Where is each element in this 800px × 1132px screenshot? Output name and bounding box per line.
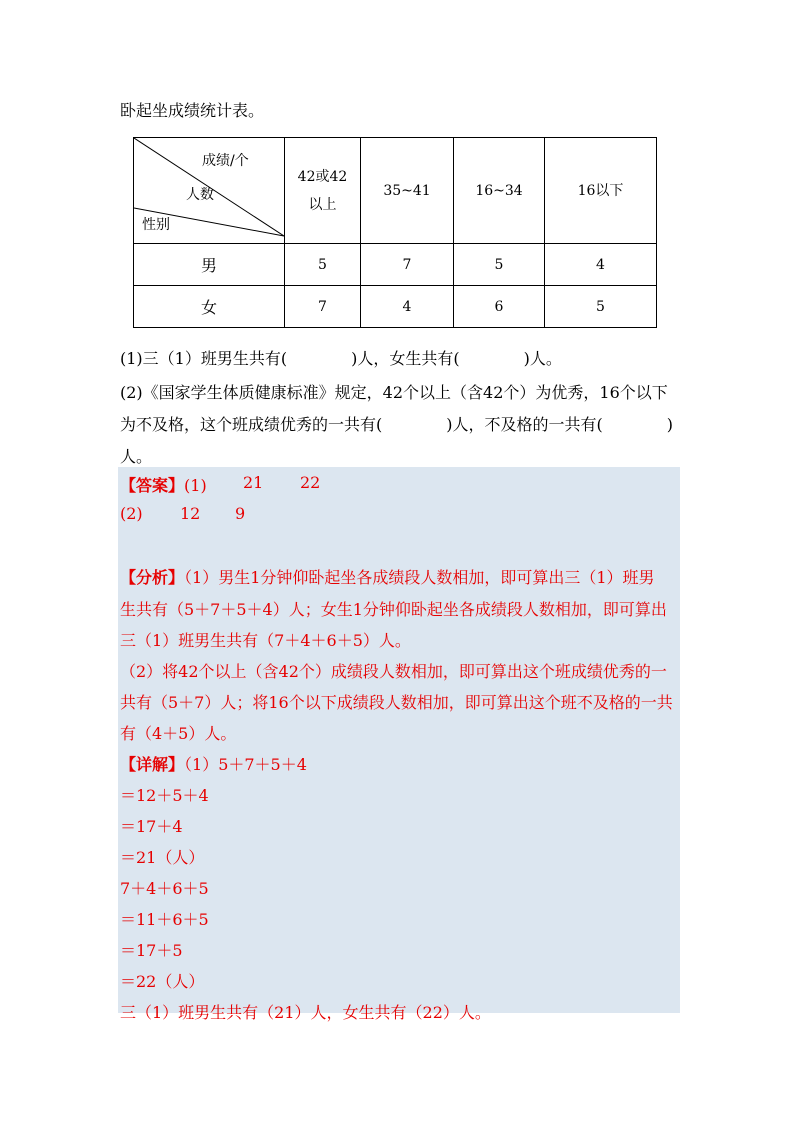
column-header: 35~41 — [361, 138, 454, 244]
column-header: 42或42 以上 — [285, 138, 361, 244]
answer-line-1: 【答案】(1) 21 22 — [120, 473, 321, 495]
detail-line: 7＋4＋6＋5 — [120, 879, 209, 898]
question-1: (1)三（1）班男生共有( )人，女生共有( )人。 — [120, 349, 562, 368]
diag-label-gender: 性别 — [142, 217, 170, 233]
table-cell: 5 — [454, 244, 545, 286]
detail-line: ＝17＋5 — [120, 941, 183, 960]
diag-label-score: 成绩/个 — [202, 153, 249, 169]
analysis-line: 【分析】（1）男生1分钟仰卧起坐各成绩段人数相加，即可算出三（1）班男 — [120, 568, 655, 587]
detail-line: 三（1）班男生共有（21）人，女生共有（22）人。 — [120, 1003, 491, 1022]
table-title: 卧起坐成绩统计表。 — [120, 101, 265, 120]
table-cell: 7 — [285, 286, 361, 328]
table-cell: 5 — [545, 286, 657, 328]
column-header: 16~34 — [454, 138, 545, 244]
table-cell: 4 — [361, 286, 454, 328]
detail-line: ＝17＋4 — [120, 817, 183, 836]
column-header: 16以下 — [545, 138, 657, 244]
detail-line: ＝22（人） — [120, 972, 205, 991]
row-label: 男 — [134, 244, 285, 286]
analysis-line: 三（1）班男生共有（7＋4＋6＋5）人。 — [120, 631, 411, 650]
analysis-line: （2）将42个以上（含42个）成绩段人数相加，即可算出这个班成绩优秀的一 — [120, 662, 667, 681]
table-cell: 4 — [545, 244, 657, 286]
score-table — [133, 137, 657, 328]
analysis-line: 共有（5＋7）人；将16个以下成绩段人数相加，即可算出这个班不及格的一共 — [120, 693, 673, 712]
detail-line: 【详解】（1）5＋7＋5＋4 — [120, 755, 307, 774]
table-row — [134, 244, 657, 286]
detail-line: ＝21（人） — [120, 848, 205, 867]
table-row — [134, 286, 657, 328]
detail-label: 【详解】 — [120, 755, 185, 774]
table-cell: 5 — [285, 244, 361, 286]
question-2-line-3: 人。 — [120, 447, 153, 466]
diag-label-count: 人数 — [186, 187, 214, 203]
answer-value: 22 — [300, 473, 321, 492]
row-label: 女 — [134, 286, 285, 328]
table-cell: 7 — [361, 244, 454, 286]
question-2-line-2: 为不及格，这个班成绩优秀的一共有( )人，不及格的一共有( ) — [120, 415, 673, 434]
answer-line-2: (2) 12 9 — [120, 504, 246, 523]
analysis-label: 【分析】 — [120, 568, 185, 587]
analysis-line: 生共有（5＋7＋5＋4）人；女生1分钟仰卧起坐各成绩段人数相加，即可算出 — [120, 600, 667, 619]
answer-label: 【答案】 — [120, 476, 185, 495]
table-cell: 6 — [454, 286, 545, 328]
detail-line: ＝11＋6＋5 — [120, 910, 209, 929]
answer-value: 21 — [243, 473, 264, 492]
question-2-line-1: (2)《国家学生体质健康标准》规定，42个以上（含42个）为优秀，16个以下 — [120, 383, 668, 402]
analysis-line: 有（4＋5）人。 — [120, 724, 237, 743]
diagonal-header-cell — [134, 138, 285, 244]
answer-value: 12 — [180, 504, 201, 523]
answer-value: 9 — [235, 504, 246, 523]
detail-line: ＝12＋5＋4 — [120, 786, 209, 805]
